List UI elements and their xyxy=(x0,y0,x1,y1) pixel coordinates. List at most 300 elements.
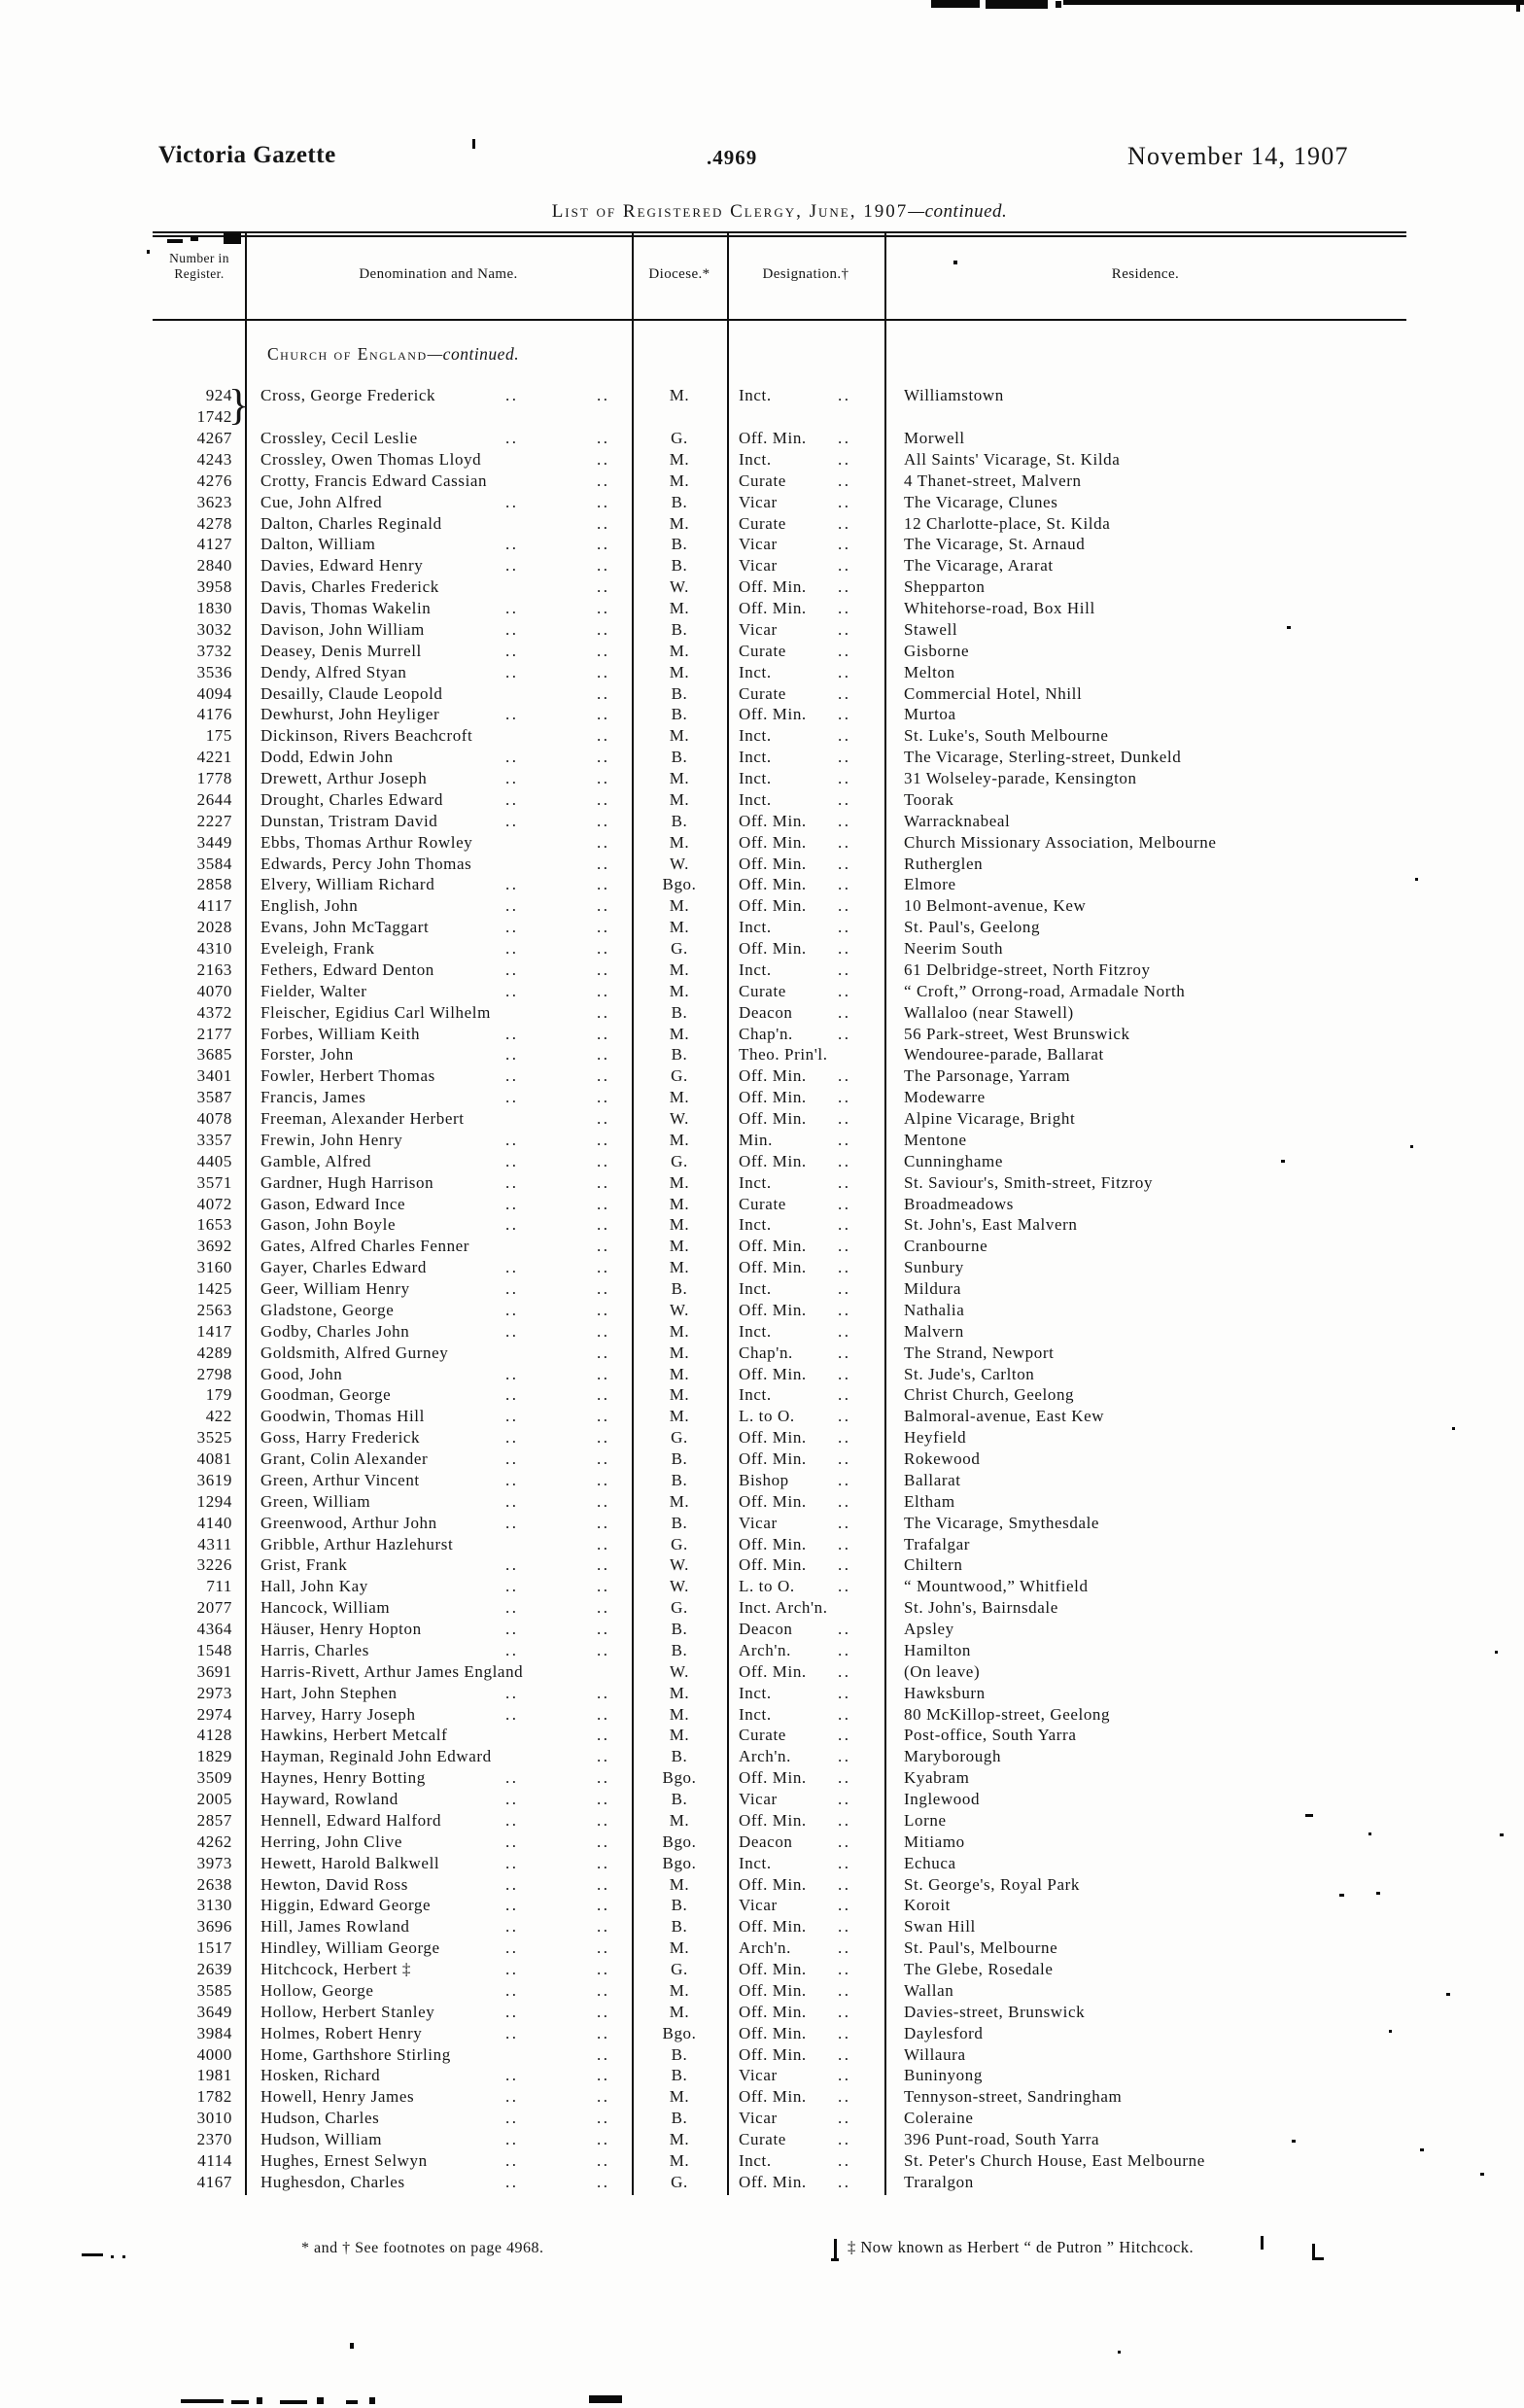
cell-name xyxy=(245,1959,632,1980)
leader-dots: .. xyxy=(505,1279,519,1298)
table-row xyxy=(153,1172,1406,1194)
clergy-name: Ebbs, Thomas Arthur Rowley xyxy=(260,832,479,854)
residence-value: Willaura xyxy=(904,2044,966,2064)
leader-dots: .. xyxy=(838,1428,851,1448)
register-number: 2563 xyxy=(196,1300,232,1319)
cell-name xyxy=(245,1554,632,1576)
designation-value: Curate xyxy=(739,2129,793,2150)
residence-value: Elmore xyxy=(904,875,956,894)
designation-value: L. to O. xyxy=(739,1406,802,1427)
leader-dots: .. xyxy=(505,939,519,958)
cell-register-number xyxy=(153,381,249,429)
residence-value: “ Croft,” Orrong-road, Armadale North xyxy=(904,981,1186,1000)
designation-value: Curate xyxy=(739,683,793,705)
cell-name xyxy=(245,981,632,1002)
diocese-value: M. xyxy=(669,1194,690,1213)
scan-artifact xyxy=(953,261,957,264)
register-number: 4000 xyxy=(196,2044,232,2064)
register-number: 1548 xyxy=(196,1640,232,1659)
cell-name xyxy=(245,747,632,768)
cell-designation xyxy=(727,2086,884,2108)
cell-name xyxy=(245,1321,632,1343)
diocese-value: M. xyxy=(669,769,690,787)
designation-value: Min. xyxy=(739,1130,779,1151)
scan-artifact xyxy=(257,2397,262,2404)
leader-dots: .. xyxy=(838,1321,851,1341)
table-row xyxy=(153,1767,1406,1789)
table-row xyxy=(153,1619,1406,1640)
cell-designation xyxy=(727,555,884,576)
residence-value: Wendouree-parade, Ballarat xyxy=(904,1045,1104,1064)
table-row xyxy=(153,683,1406,705)
clergy-name: Dendy, Alfred Styan xyxy=(260,662,414,683)
table-row xyxy=(153,811,1406,832)
leader-dots: .. xyxy=(597,748,610,767)
cell-name xyxy=(245,555,632,576)
table-row xyxy=(153,619,1406,641)
designation-value: Off. Min. xyxy=(739,1959,814,1980)
scan-artifact xyxy=(111,2255,114,2258)
clergy-name: Hewett, Harold Balkwell xyxy=(260,1853,446,1874)
leader-dots: .. xyxy=(838,2109,851,2128)
table-row xyxy=(153,2150,1406,2172)
clergy-name: Freeman, Alexander Herbert xyxy=(260,1108,471,1130)
diocese-value: B. xyxy=(671,1449,688,1468)
register-number: 3525 xyxy=(196,1428,232,1448)
leader-dots: .. xyxy=(597,577,610,597)
leader-dots: .. xyxy=(597,705,610,724)
leader-dots: .. xyxy=(838,1279,851,1298)
designation-value: Off. Min. xyxy=(739,854,814,875)
table-row xyxy=(153,1640,1406,1661)
leader-dots: .. xyxy=(838,1790,851,1808)
cell-name xyxy=(245,938,632,960)
leader-dots: .. xyxy=(597,1066,610,1086)
leader-dots: .. xyxy=(838,1172,851,1192)
leader-dots: .. xyxy=(505,1045,519,1064)
table-row xyxy=(153,1513,1406,1534)
table-row xyxy=(153,513,1406,535)
table-row xyxy=(153,1959,1406,1980)
designation-value: Curate xyxy=(739,1194,793,1215)
designation-value: Off. Min. xyxy=(739,1300,814,1321)
table-row xyxy=(153,576,1406,598)
table-row xyxy=(153,832,1406,854)
residence-value: The Vicarage, Ararat xyxy=(904,556,1054,576)
table-row xyxy=(153,1704,1406,1726)
designation-value: L. to O. xyxy=(739,1576,802,1597)
cell-register-number xyxy=(153,2150,245,2172)
leader-dots: .. xyxy=(597,599,610,617)
table-row xyxy=(153,598,1406,619)
leader-dots: .. xyxy=(505,1491,519,1511)
scan-artifact xyxy=(986,0,1048,9)
register-number: 3732 xyxy=(196,641,232,660)
cell-register-number xyxy=(153,1236,245,1257)
leader-dots: .. xyxy=(505,2172,519,2191)
register-number: 2638 xyxy=(196,1874,232,1894)
cell-name xyxy=(245,1172,632,1194)
register-number: 2227 xyxy=(196,811,232,830)
designation-value: Off. Min. xyxy=(739,1108,814,1130)
leader-dots: .. xyxy=(597,960,610,979)
designation-value: Inct. xyxy=(739,1704,779,1726)
section-heading-continued: —continued. xyxy=(427,344,520,364)
designation-value: Inct. xyxy=(739,1683,779,1704)
table-row xyxy=(153,2108,1406,2129)
cell-designation xyxy=(727,938,884,960)
leader-dots: .. xyxy=(505,1896,519,1915)
leader-dots: .. xyxy=(838,811,851,830)
diocese-value: M. xyxy=(669,1491,690,1511)
table-row xyxy=(153,2044,1406,2066)
residence-value: Malvern xyxy=(904,1321,964,1341)
diocese-value: Bgo. xyxy=(662,1768,697,1788)
leader-dots: .. xyxy=(597,2130,610,2148)
cell-designation xyxy=(727,1683,884,1704)
cell-name xyxy=(245,428,632,449)
designation-value: Off. Min. xyxy=(739,2086,814,2108)
leader-dots: .. xyxy=(505,1917,519,1937)
register-number: 2644 xyxy=(196,789,232,809)
designation-value: Vicar xyxy=(739,1789,784,1810)
list-title xyxy=(153,201,1406,223)
clergy-name: Hennell, Edward Halford xyxy=(260,1810,448,1832)
cell-designation xyxy=(727,854,884,875)
leader-dots: .. xyxy=(838,1364,851,1383)
leader-dots: .. xyxy=(838,2002,851,2021)
clergy-name: Edwards, Percy John Thomas xyxy=(260,854,478,875)
cell-designation xyxy=(727,1257,884,1278)
leader-dots: .. xyxy=(597,1258,610,1277)
residence-value: Trafalgar xyxy=(904,1534,971,1553)
leader-dots: .. xyxy=(505,1364,519,1383)
clergy-name: Hudson, Charles xyxy=(260,2108,386,2129)
cell-name xyxy=(245,1384,632,1406)
leader-dots: .. xyxy=(505,1874,519,1894)
designation-value: Off. Min. xyxy=(739,1236,814,1257)
designation-value: Off. Min. xyxy=(739,1916,814,1937)
scan-artifact xyxy=(1452,1427,1455,1430)
cell-designation xyxy=(727,725,884,747)
register-number: 4176 xyxy=(196,705,232,724)
leader-dots: .. xyxy=(838,748,851,767)
leader-dots: .. xyxy=(838,599,851,617)
diocese-value: B. xyxy=(671,1917,688,1937)
leader-dots: .. xyxy=(597,854,610,873)
cell-name xyxy=(245,1491,632,1513)
cell-name xyxy=(245,1300,632,1321)
designation-value: Off. Min. xyxy=(739,874,814,895)
cell-designation xyxy=(727,683,884,705)
register-number: 711 xyxy=(206,1577,232,1596)
cell-register-number xyxy=(153,1172,245,1194)
leader-dots: .. xyxy=(838,683,851,703)
leader-dots: .. xyxy=(838,1555,851,1575)
designation-value: Inct. xyxy=(739,768,779,789)
diocese-value: M. xyxy=(669,2087,690,2107)
register-number: 4072 xyxy=(196,1194,232,1213)
leader-dots: .. xyxy=(838,1449,851,1468)
scan-artifact xyxy=(1446,1993,1450,1996)
register-number: 422 xyxy=(205,1407,232,1426)
diocese-value: B. xyxy=(671,683,688,703)
scan-artifact xyxy=(1410,1145,1413,1148)
diocese-value: B. xyxy=(671,1896,688,1915)
leader-dots: .. xyxy=(597,2150,610,2170)
leader-dots: .. xyxy=(505,1215,519,1235)
cell-register-number xyxy=(153,1044,245,1065)
table-row xyxy=(153,641,1406,662)
cell-designation xyxy=(727,2150,884,2172)
register-number: 3536 xyxy=(196,662,232,681)
leader-dots: .. xyxy=(597,1215,610,1235)
cell-register-number xyxy=(153,1597,245,1619)
table-row xyxy=(153,1661,1406,1683)
scan-artifact xyxy=(1261,2236,1264,2250)
clergy-name: Hollow, George xyxy=(260,1980,381,2002)
residence-value: The Vicarage, Clunes xyxy=(904,492,1058,511)
designation-value: Curate xyxy=(739,513,793,535)
cell-name xyxy=(245,1406,632,1427)
clergy-name: Good, John xyxy=(260,1364,349,1385)
leader-dots: .. xyxy=(838,1237,851,1256)
diocese-value: M. xyxy=(669,1321,690,1341)
scan-artifact xyxy=(1389,2030,1392,2033)
clergy-name: Grist, Frank xyxy=(260,1554,354,1576)
residence-value: Ballarat xyxy=(904,1470,961,1489)
leader-dots: .. xyxy=(597,1960,610,1978)
cell-designation xyxy=(727,492,884,513)
leader-dots: .. xyxy=(838,429,851,447)
diocese-value: W. xyxy=(670,1577,689,1596)
residence-value: Shepparton xyxy=(904,577,986,597)
cell-designation xyxy=(727,2065,884,2086)
cell-name xyxy=(245,1725,632,1746)
leader-dots: .. xyxy=(505,1449,519,1468)
register-number: 924 xyxy=(205,386,232,404)
table-row xyxy=(153,2129,1406,2150)
leader-dots: .. xyxy=(597,2044,610,2064)
clergy-name: Hughesdon, Charles xyxy=(260,2172,412,2193)
clergy-name: Home, Garthshore Stirling xyxy=(260,2044,458,2066)
leader-dots: .. xyxy=(838,1577,851,1596)
cell-register-number xyxy=(153,1384,245,1406)
diocese-value: M. xyxy=(669,726,690,746)
clergy-name: Davis, Charles Frederick xyxy=(260,576,446,598)
residence-value: Koroit xyxy=(904,1896,951,1915)
scan-artifact xyxy=(1287,626,1291,629)
leader-dots: .. xyxy=(838,1151,851,1170)
leader-dots: .. xyxy=(505,1790,519,1808)
register-number: 3691 xyxy=(196,1661,232,1681)
residence-value: “ Mountwood,” Whitfield xyxy=(904,1577,1089,1596)
cell-register-number xyxy=(153,1470,245,1491)
clergy-name: Cue, John Alfred xyxy=(260,492,389,513)
cell-designation xyxy=(727,1513,884,1534)
register-number: 1742 xyxy=(196,406,232,426)
leader-dots: .. xyxy=(838,1470,851,1489)
diocese-value: B. xyxy=(671,748,688,767)
clergy-name: Fethers, Edward Denton xyxy=(260,960,441,981)
leader-dots: .. xyxy=(597,1045,610,1064)
leader-dots: .. xyxy=(597,1194,610,1213)
clergy-name: Gayer, Charles Edward xyxy=(260,1257,433,1278)
leader-dots: .. xyxy=(597,1620,610,1638)
cell-register-number xyxy=(153,895,245,917)
cell-name xyxy=(245,1214,632,1236)
leader-dots: .. xyxy=(838,1130,851,1149)
cell-name xyxy=(245,1980,632,2002)
cell-register-number xyxy=(153,1789,245,1810)
cell-register-number xyxy=(153,1024,245,1045)
residence-value: Chiltern xyxy=(904,1555,963,1575)
register-number: 2840 xyxy=(196,556,232,576)
register-number: 1425 xyxy=(196,1279,232,1298)
leader-dots: .. xyxy=(505,492,519,511)
cell-name xyxy=(245,1513,632,1534)
cell-designation xyxy=(727,1789,884,1810)
residence-value: Alpine Vicarage, Bright xyxy=(904,1109,1076,1128)
designation-value: Inct. xyxy=(739,960,779,981)
leader-dots: .. xyxy=(597,1002,610,1022)
designation-value: Bishop xyxy=(739,1470,796,1491)
residence-value: 31 Wolseley-parade, Kensington xyxy=(904,769,1137,787)
leader-dots: .. xyxy=(505,811,519,830)
scan-artifact xyxy=(1500,1833,1504,1836)
clergy-name: Gason, John Boyle xyxy=(260,1214,402,1236)
clergy-name: Hayward, Rowland xyxy=(260,1789,405,1810)
diocese-value: M. xyxy=(669,832,690,852)
diocese-value: M. xyxy=(669,896,690,916)
cell-designation xyxy=(727,1002,884,1024)
cell-register-number xyxy=(153,1640,245,1661)
residence-value: Inglewood xyxy=(904,1790,981,1808)
issue-date: November 14, 1907 xyxy=(1127,142,1349,170)
clergy-name: Fielder, Walter xyxy=(260,981,374,1002)
col-header-designation: Designation.† xyxy=(762,266,849,282)
designation-value: Off. Min. xyxy=(739,1554,814,1576)
cell-register-number xyxy=(153,428,245,449)
leader-dots: .. xyxy=(838,1980,851,2000)
register-number: 3571 xyxy=(196,1172,232,1192)
leader-dots: .. xyxy=(597,1577,610,1596)
designation-value: Off. Min. xyxy=(739,1767,814,1789)
diocese-value: M. xyxy=(669,1172,690,1192)
scan-artifact xyxy=(1516,0,1520,12)
cell-designation xyxy=(727,2172,884,2193)
section-heading-text: Church of England xyxy=(267,344,428,364)
cell-name xyxy=(245,1746,632,1767)
residence-value: St. John's, Bairnsdale xyxy=(904,1598,1058,1618)
diocese-value: M. xyxy=(669,1088,690,1107)
designation-value: Curate xyxy=(739,1725,793,1746)
designation-value: Curate xyxy=(739,981,793,1002)
leader-dots: .. xyxy=(505,1980,519,2000)
designation-value: Off. Min. xyxy=(739,1874,814,1896)
clergy-name: Frewin, John Henry xyxy=(260,1130,409,1151)
clergy-name: Gates, Alfred Charles Fenner xyxy=(260,1236,476,1257)
leader-dots: .. xyxy=(505,535,519,554)
leader-dots: .. xyxy=(597,1024,610,1043)
cell-name xyxy=(245,1343,632,1364)
diocese-value: M. xyxy=(669,1874,690,1894)
diocese-value: M. xyxy=(669,1343,690,1362)
residence-value: Rutherglen xyxy=(904,854,984,873)
leader-dots: .. xyxy=(505,1172,519,1192)
leader-dots: .. xyxy=(838,1874,851,1894)
leader-dots: .. xyxy=(838,832,851,852)
designation-value: Inct. xyxy=(739,662,779,683)
diocese-value: Bgo. xyxy=(662,1853,697,1872)
leader-dots: .. xyxy=(597,2109,610,2128)
clergy-name: Greenwood, Arthur John xyxy=(260,1513,444,1534)
leader-dots: .. xyxy=(597,1151,610,1170)
cell-register-number xyxy=(153,874,245,895)
leader-dots: .. xyxy=(597,726,610,746)
designation-value: Chap'n. xyxy=(739,1343,800,1364)
leader-dots: .. xyxy=(838,1938,851,1958)
register-number: 2798 xyxy=(196,1364,232,1383)
designation-value: Vicar xyxy=(739,2108,784,2129)
diocese-value: Bgo. xyxy=(662,1832,697,1851)
clergy-name: Forbes, William Keith xyxy=(260,1024,427,1045)
register-number: 3010 xyxy=(196,2109,232,2128)
table-row xyxy=(153,662,1406,683)
leader-dots: .. xyxy=(505,875,519,894)
cell-designation xyxy=(727,1321,884,1343)
scan-artifact xyxy=(1118,2351,1121,2354)
cell-register-number xyxy=(153,917,245,938)
residence-value: Warracknabeal xyxy=(904,811,1011,830)
cell-designation xyxy=(727,2002,884,2023)
leader-dots: .. xyxy=(838,1002,851,1022)
cell-register-number xyxy=(153,2065,245,2086)
diocese-value: B. xyxy=(671,2066,688,2085)
register-number: 3958 xyxy=(196,577,232,597)
cell-register-number xyxy=(153,1980,245,2002)
cell-name xyxy=(245,1087,632,1108)
cell-name xyxy=(245,513,632,535)
table-row xyxy=(153,1024,1406,1045)
leader-dots: .. xyxy=(838,854,851,873)
cell-register-number xyxy=(153,981,245,1002)
cell-designation xyxy=(727,895,884,917)
table-row xyxy=(153,1980,1406,2002)
register-number: 2177 xyxy=(196,1024,232,1043)
table-row xyxy=(153,449,1406,471)
leader-dots: .. xyxy=(838,1385,851,1405)
register-number: 1778 xyxy=(196,769,232,787)
table-row xyxy=(153,1576,1406,1597)
cell-designation xyxy=(727,1406,884,1427)
designation-value: Inct. Arch'n. xyxy=(739,1597,835,1619)
cell-name xyxy=(245,704,632,725)
leader-dots: .. xyxy=(597,1747,610,1766)
cell-name xyxy=(245,960,632,981)
cell-designation xyxy=(727,832,884,854)
scan-artifact xyxy=(147,250,150,254)
register-number: 3649 xyxy=(196,2002,232,2021)
cell-name xyxy=(245,2002,632,2023)
cell-register-number xyxy=(153,832,245,854)
cell-name xyxy=(245,1024,632,1045)
clergy-name: Hitchcock, Herbert ‡ xyxy=(260,1959,418,1980)
designation-value: Off. Min. xyxy=(739,704,814,725)
leader-dots: .. xyxy=(838,1747,851,1766)
table-row xyxy=(153,1044,1406,1065)
table-row xyxy=(153,1810,1406,1832)
